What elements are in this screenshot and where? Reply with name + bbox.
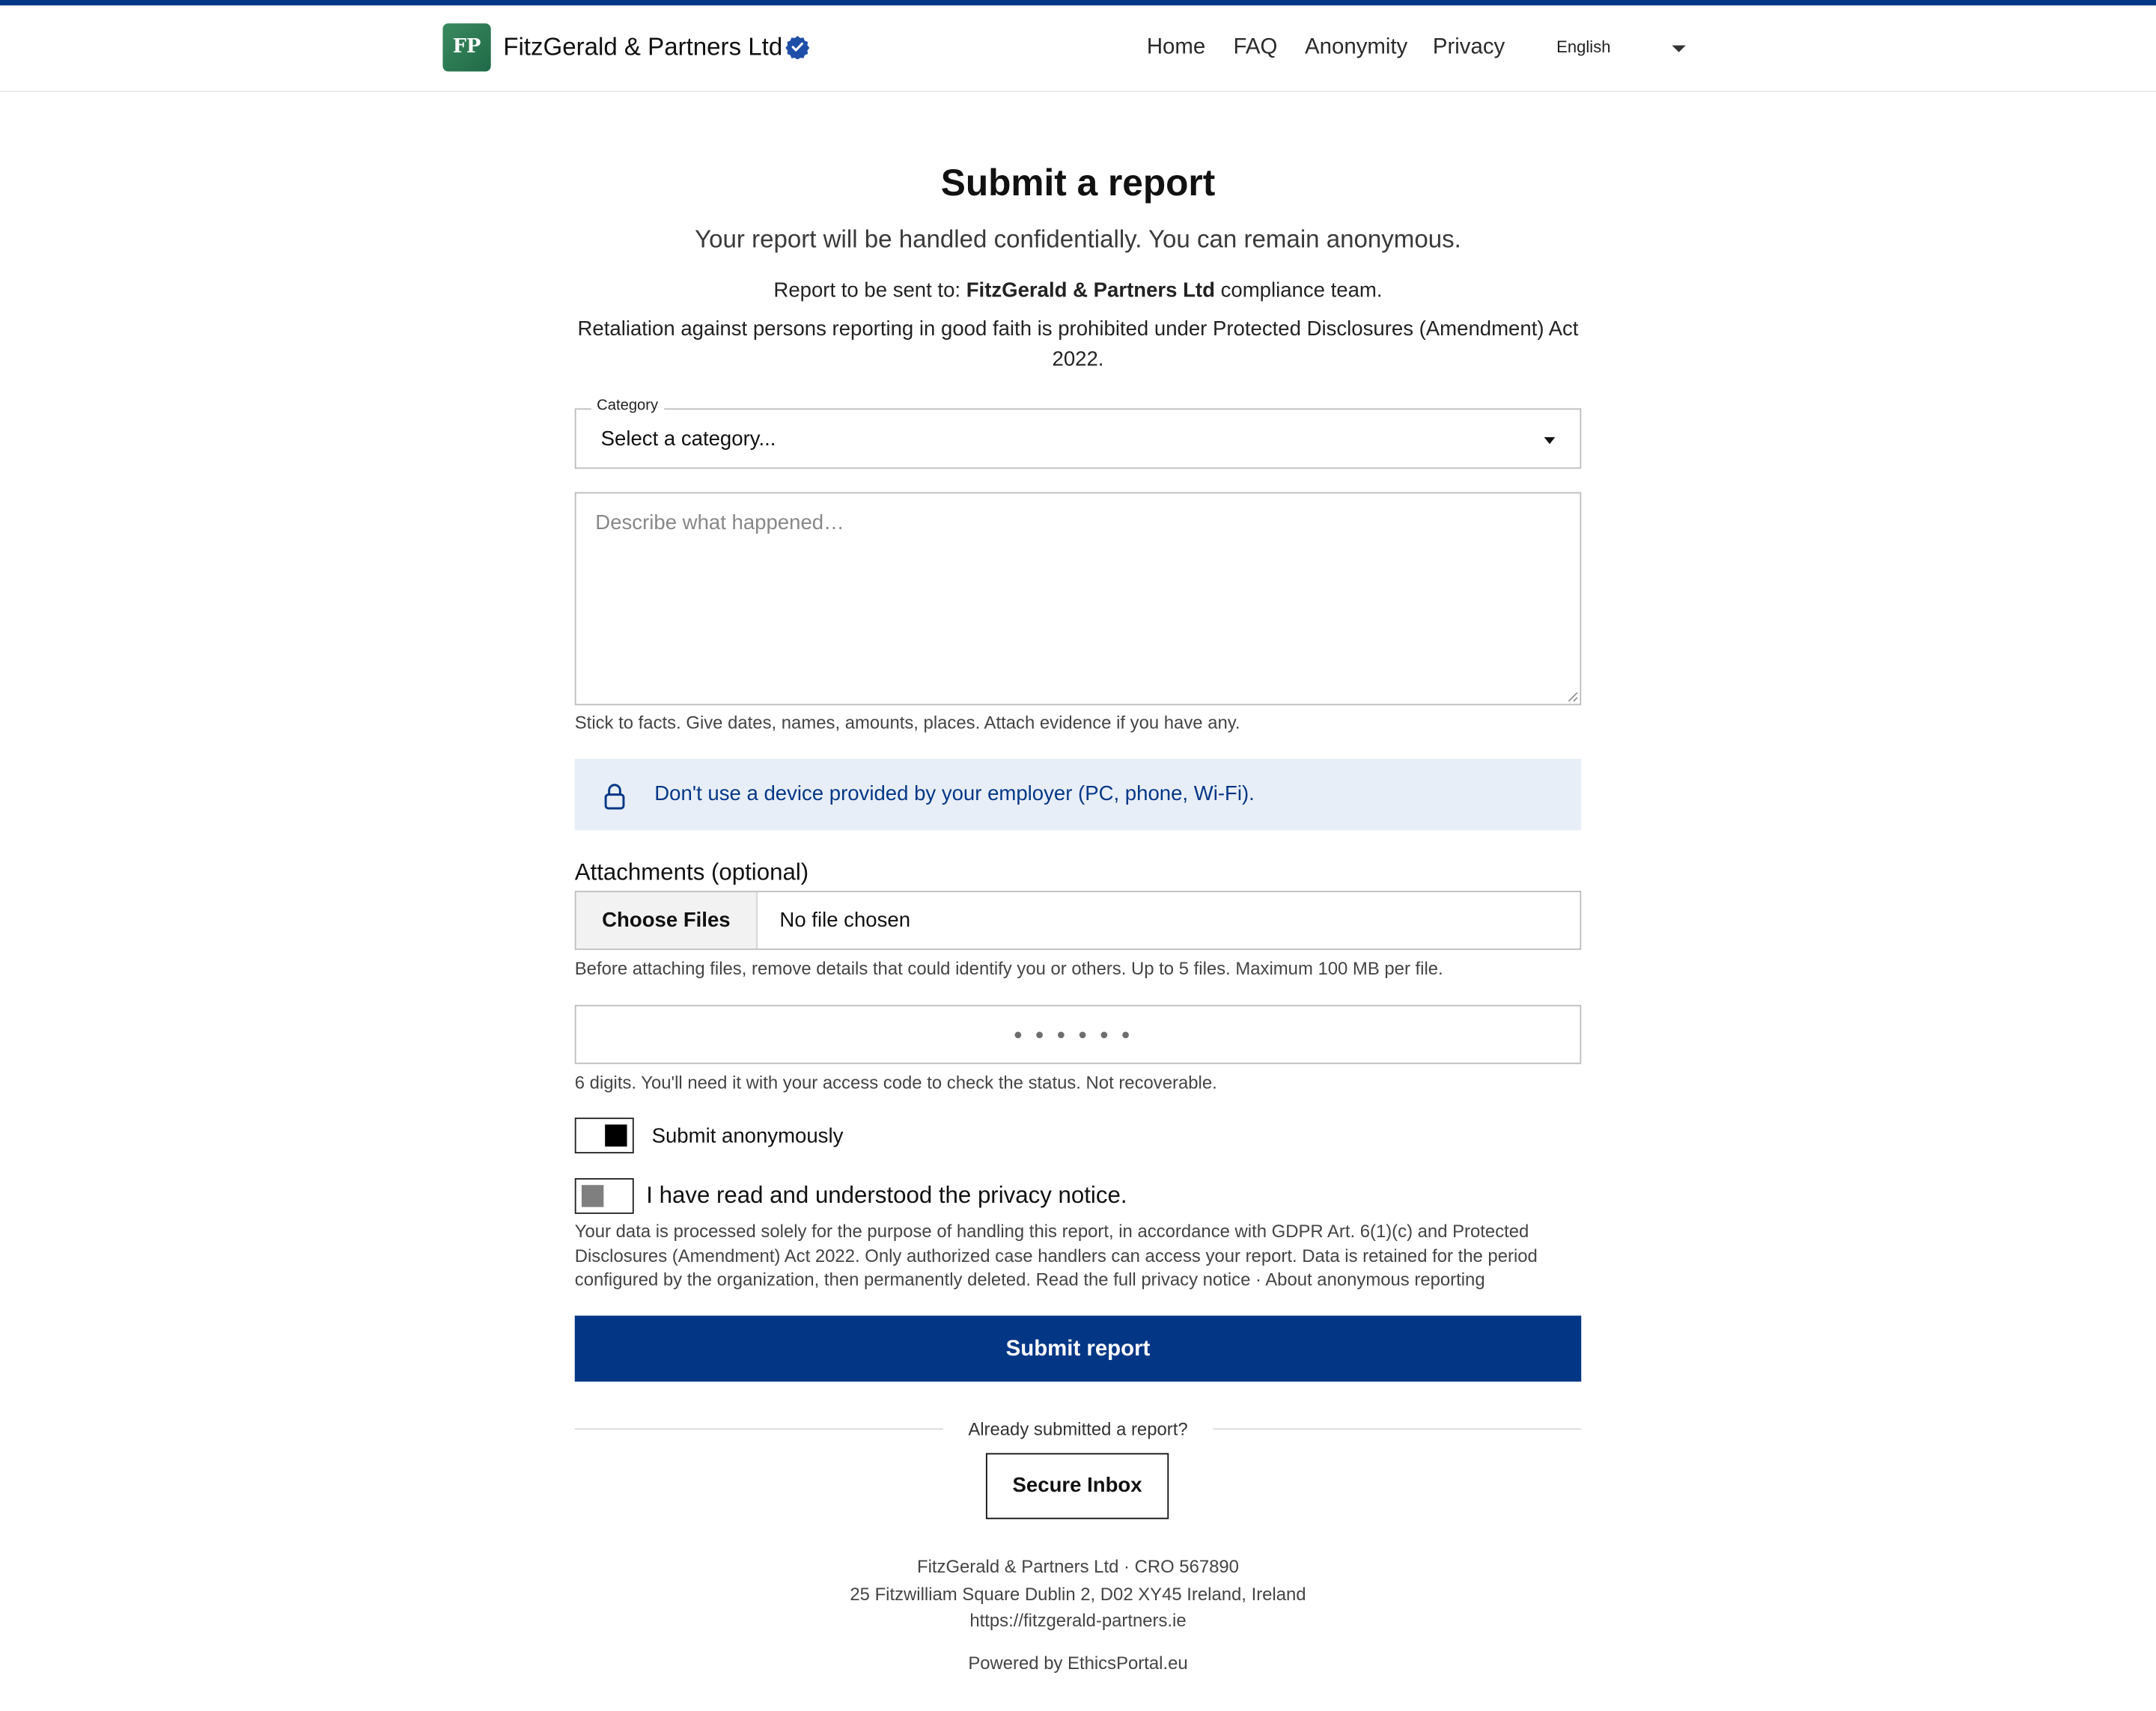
site-header <box>0 5 2156 92</box>
privacy-statement: Your data is processed solely for the purpose of handling this report, in accordance with GDPR Art. 6(1)(c) and Protected Disclosures (Amendment) Act 2022. Only authorized case handlers can access your report. Data is retained for the period configured by the organization, then permanently deleted. Read the full privacy notice · About anonymous reporting <box>574 1221 1538 1290</box>
description-help: Stick to facts. Give dates, names, amounts, places. Attach evidence if you have any. <box>574 712 1240 733</box>
toggle-knob <box>605 1124 627 1146</box>
file-input[interactable] <box>575 891 1581 950</box>
footer-company: FitzGerald & Partners Ltd · CRO 567890 <box>916 1556 1239 1577</box>
top-accent-bar <box>0 0 2156 5</box>
company-logo[interactable]: FP <box>442 23 490 71</box>
category-label: Category <box>591 397 664 414</box>
file-status: No file chosen <box>779 909 911 933</box>
pin-input[interactable] <box>575 1005 1581 1064</box>
verified-badge-icon <box>785 34 810 59</box>
page-subtitle: Your report will be handled confidentially. You can remain anonymous. <box>695 225 1461 253</box>
recipient-suffix: compliance team. <box>1214 278 1383 303</box>
nav-home-link[interactable]: Home <box>1146 35 1206 59</box>
retaliation-notice: Retaliation against persons reporting in good faith is prohibited under Protected Disclosures (Amendment) Act 2022. <box>577 317 1579 371</box>
anonymous-label: Submit anonymously <box>651 1124 844 1148</box>
attachments-label: Attachments (optional) <box>574 858 809 885</box>
description-textarea[interactable] <box>575 492 1581 706</box>
nav-privacy-link[interactable]: Privacy <box>1432 35 1505 59</box>
attachments-help: Before attaching files, remove details that could identify you or others. Up to 5 files. Maximum 100 MB per file. <box>574 958 1443 979</box>
recipient-line <box>0 279 2156 302</box>
device-warning-text: Don't use a device provided by your employer (PC, phone, Wi-Fi). <box>654 782 1255 806</box>
category-select[interactable] <box>575 409 1581 469</box>
chevron-down-icon <box>1544 437 1556 444</box>
device-warning-banner <box>575 759 1581 831</box>
footer-website-link[interactable]: https://fitzgerald-partners.ie <box>969 1609 1187 1631</box>
lock-icon <box>603 782 625 810</box>
recipient-prefix: Report to be sent to: <box>773 278 966 303</box>
anonymous-toggle[interactable] <box>575 1117 634 1153</box>
already-submitted-prompt: Already submitted a report? <box>968 1418 1188 1440</box>
company-name: FitzGerald & Partners Ltd <box>503 33 783 61</box>
description-placeholder: Describe what happened… <box>595 511 844 535</box>
footer-powered-by[interactable]: Powered by EthicsPortal.eu <box>968 1652 1188 1674</box>
toggle-knob <box>582 1185 603 1207</box>
pin-help: 6 digits. You'll need it with your access code to check the status. Not recoverable. <box>574 1072 1217 1094</box>
privacy-consent-label: I have read and understood the privacy notice. <box>646 1182 1127 1209</box>
nav-anonymity-link[interactable]: Anonymity <box>1305 35 1408 59</box>
privacy-consent-toggle[interactable] <box>575 1178 634 1214</box>
footer-address: 25 Fitzwilliam Square Dublin 2, D02 XY45 Ireland, Ireland <box>850 1583 1306 1605</box>
language-select[interactable] <box>1556 37 1688 62</box>
language-value: English <box>1556 37 1611 57</box>
resize-grip-icon[interactable] <box>1566 690 1579 703</box>
page-title: Submit a report <box>940 162 1216 204</box>
submit-report-button[interactable]: Submit report <box>575 1316 1581 1382</box>
choose-files-button[interactable]: Choose Files <box>576 892 758 948</box>
category-value: Select a category... <box>600 427 776 451</box>
pin-placeholder: ●●●●●● <box>1013 1027 1143 1044</box>
secure-inbox-button[interactable]: Secure Inbox <box>986 1453 1169 1519</box>
nav-faq-link[interactable]: FAQ <box>1233 35 1278 59</box>
chevron-down-icon <box>1672 46 1685 52</box>
recipient-company: FitzGerald & Partners Ltd <box>966 278 1215 303</box>
